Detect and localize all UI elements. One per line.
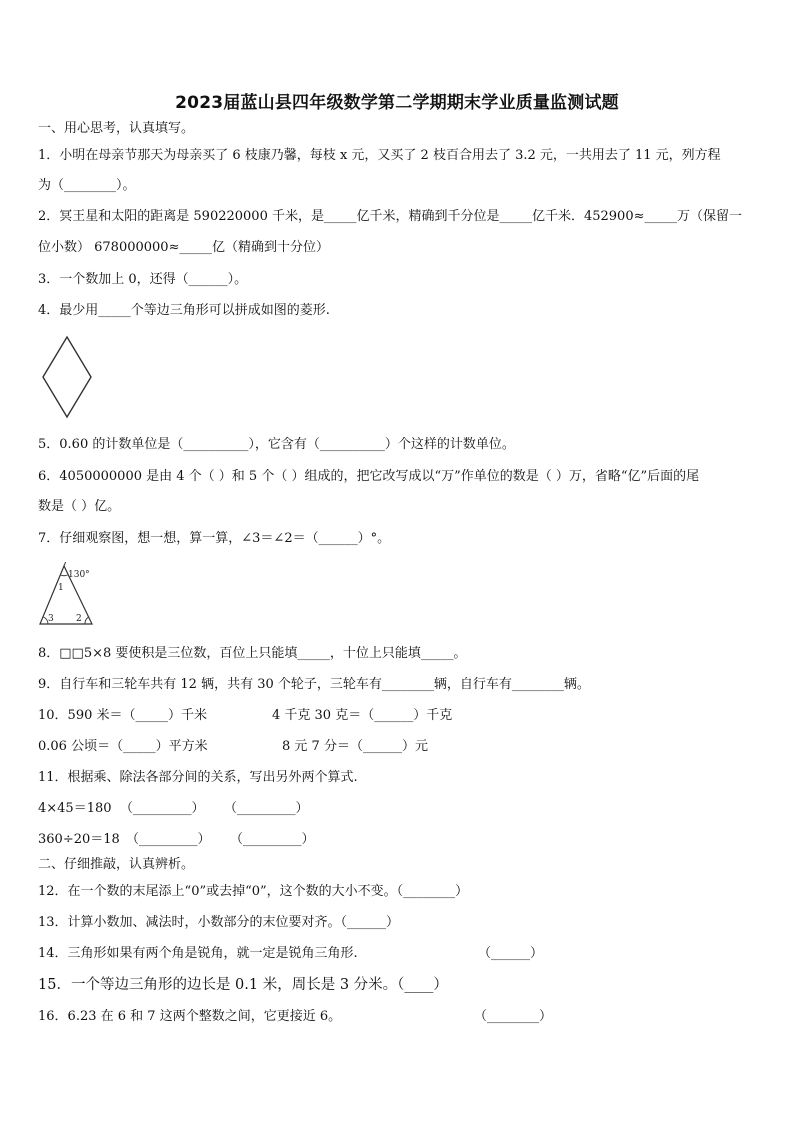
question-10-part-d: 8 元 7 分＝（______）元 — [282, 739, 428, 754]
question-2-line-1: 2．冥王星和太阳的距离是 590220000 千米，是_____亿千米，精确到千分位是_____亿千米．452900≈_____万（保留一 — [38, 209, 742, 224]
question-11-row-2-expression: 360÷20＝18 — [38, 832, 120, 847]
question-11-row-1-blank-1: （_________） — [120, 801, 205, 816]
question-2-line-2: 位小数） 678000000≈_____亿（精确到十分位） — [38, 240, 329, 255]
page-title: 2023届蓝山县四年级数学第二学期期末学业质量监测试题 — [175, 93, 619, 113]
question-10-part-b: 4 千克 30 克＝（______）千克 — [272, 708, 453, 723]
question-9: 9．自行车和三轮车共有 12 辆，共有 30 个轮子，三轮车有________辆，自行车有________辆。 — [38, 677, 590, 692]
question-7: 7．仔细观察图，想一想，算一算，∠3＝∠2＝（______）°。 — [38, 531, 391, 546]
question-16: 16．6.23 在 6 和 7 这两个整数之间，它更接近 6。 — [38, 1009, 342, 1024]
question-6-line-1: 6．4050000000 是由 4 个（ ）和 5 个（ ）组成的，把它改写成以“万”作单位的数是（ ）万，省略“亿”后面的尾 — [38, 469, 700, 484]
section-1-heading: 一、用心思考，认真填写。 — [38, 121, 195, 136]
question-5: 5．0.60 的计数单位是（__________），它含有（__________）个这样的计数单位。 — [38, 437, 515, 452]
question-6-line-2: 数是（ ）亿。 — [38, 499, 121, 514]
question-14-blank: （______） — [478, 946, 544, 961]
question-1-line-2: 为（________）。 — [38, 178, 136, 193]
question-11-row-2-blank-2: （_________） — [230, 832, 315, 847]
question-10-part-a: 10．590 米＝（_____）千米 — [38, 708, 207, 723]
question-11-row-2-blank-1: （_________） — [126, 832, 211, 847]
question-11: 11．根据乘、除法各部分间的关系，写出另外两个算式. — [38, 770, 358, 785]
question-8: 8．□□5×8 要使积是三位数，百位上只能填_____，十位上只能填_____。 — [38, 646, 467, 661]
question-1-line-1: 1．小明在母亲节那天为母亲买了 6 枝康乃馨，每枝 x 元，又买了 2 枝百合用去了 3.2 元，一共用去了 11 元，列方程 — [38, 148, 721, 163]
question-12: 12．在一个数的末尾添上“0”或去掉“0”，这个数的大小不变。（________） — [38, 884, 469, 899]
question-4: 4．最少用_____个等边三角形可以拼成如图的菱形. — [38, 303, 330, 318]
question-16-blank: （________） — [474, 1009, 553, 1024]
question-3: 3．一个数加上 0，还得（______）。 — [38, 272, 248, 287]
angle-130-label: 130° — [68, 570, 90, 580]
rhombus-figure — [38, 334, 96, 420]
angle-1-arc — [61, 575, 68, 576]
triangle-figure — [36, 562, 98, 628]
question-11-row-1-expression: 4×45＝180 — [38, 801, 112, 816]
angle-2-arc — [85, 617, 89, 624]
question-10-part-c: 0.06 公顷＝（_____）平方米 — [38, 739, 208, 754]
extended-side-line — [64, 562, 68, 566]
question-11-row-1-blank-2: （_________） — [224, 801, 309, 816]
rhombus-shape — [43, 337, 91, 417]
question-13: 13．计算小数加、减法时，小数部分的末位要对齐。（______） — [38, 915, 400, 930]
question-14: 14．三角形如果有两个角是锐角，就一定是锐角三角形. — [38, 946, 358, 961]
angle-2-label: 2 — [76, 614, 82, 624]
section-2-heading: 二、仔细推敲，认真辨析。 — [38, 857, 195, 872]
question-15: 15．一个等边三角形的边长是 0.1 米，周长是 3 分米。（____） — [38, 977, 448, 993]
angle-3-label: 3 — [48, 614, 54, 624]
angle-1-label: 1 — [58, 583, 64, 593]
